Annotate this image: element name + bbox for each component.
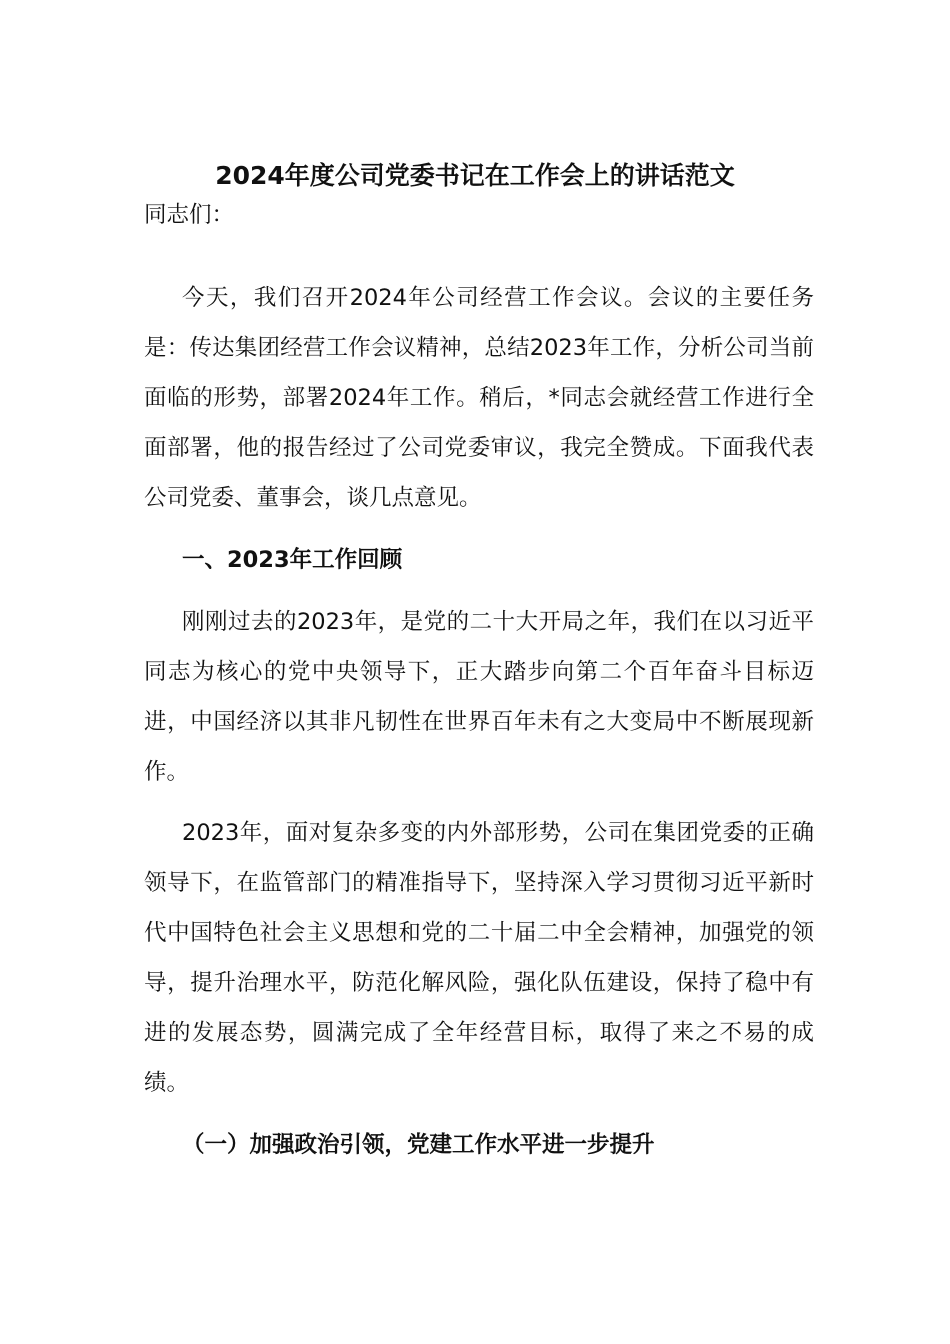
paragraph-achievements: 2023年，面对复杂多变的内外部形势，公司在集团党委的正确领导下，在监管部门的精准指导下，坚持深入学习贯彻习近平新时代中国特色社会主义思想和党的二十届二中全会精神，加强党的领导，提升治理水平，防范化解风险，强化队伍建设，保持了稳中有进的发展态势，圆满完成了全年经营目标，取得了来之不易的成绩。 [144, 820, 814, 1096]
subsection-heading-political-leadership: （一）加强政治引领，党建工作水平进一步提升 [182, 1132, 655, 1158]
paragraph-context: 刚刚过去的2023年，是党的二十大开局之年，我们在以习近平同志为核心的党中央领导下，正大踏步向第二个百年奋斗目标迈进，中国经济以其非凡韧性在世界百年未有之大变局中不断展现新作。 [144, 609, 814, 785]
salutation: 同志们： [144, 202, 235, 228]
document-title: 2024年度公司党委书记在工作会上的讲话范文 [215, 161, 735, 190]
section-heading-review: 一、2023年工作回顾 [182, 547, 403, 573]
paragraph-intro: 今天，我们召开2024年公司经营工作会议。会议的主要任务是：传达集团经营工作会议精神，总结2023年工作，分析公司当前面临的形势，部署2024年工作。稍后，*同志会就经营工作进行全面部署，他的报告经过了公司党委审议，我完全赞成。下面我代表公司党委、董事会，谈几点意见。 [144, 285, 814, 511]
